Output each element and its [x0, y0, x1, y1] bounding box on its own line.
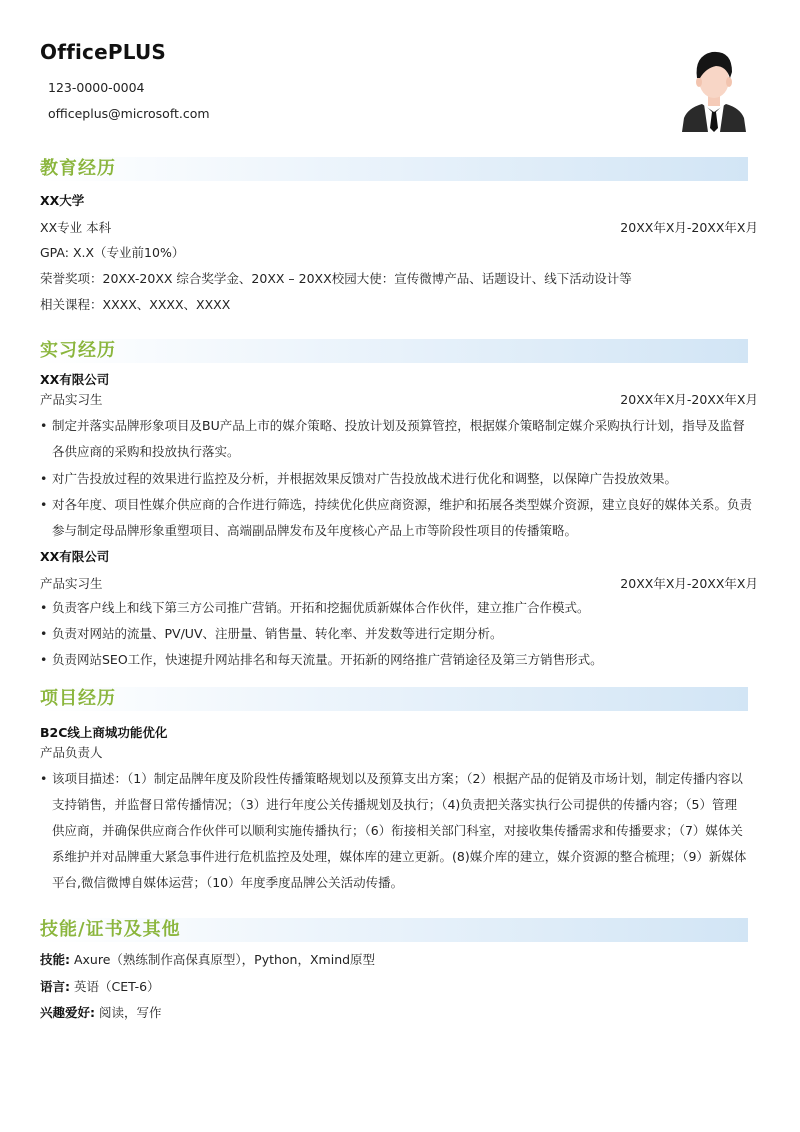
phone-number: 123-0000-0004 — [48, 80, 145, 95]
skill-value: Axure（熟练制作高保真原型），Python，Xmind原型 — [70, 952, 376, 967]
list-item-continuation: 各供应商的采购和投放执行落实。 — [52, 444, 240, 459]
list-item: • 负责对网站的流量、PV/UV、注册量、销售量、转化率、并发数等进行定期分析。 — [40, 621, 758, 647]
list-item-continuation: 平台,微信微博自媒体运营；（10）年度季度品牌公关活动传播。 — [52, 875, 404, 890]
honors: 荣誉奖项：20XX-20XX 综合奖学金、20XX – 20XX校园大使：宣传微博产品、话题设计、线下活动设计等 — [40, 271, 632, 286]
list-item: • 对各年度、项目性媒介供应商的合作进行筛选，持续优化供应商资源，维护和拓展各类型媒介资源，建立良好的媒体关系。负责 — [40, 492, 758, 518]
project-title: 项目经历 — [40, 688, 116, 709]
section-band — [40, 157, 748, 181]
list-item-continuation: 系维护并对品牌重大紧急事件进行危机监控及处理，媒体库的建立更新。(8)媒介库的建立，媒介资源的整合梳理；（9）新媒体 — [52, 849, 747, 864]
education-date: 20XX年X月-20XX年X月 — [620, 220, 758, 235]
list-item: • 对广告投放过程的效果进行监控及分析，并根据效果反馈对广告投放战术进行优化和调整，以保障广告投放效果。 — [40, 466, 758, 492]
education-title: 教育经历 — [40, 158, 116, 179]
section-band — [40, 687, 748, 711]
courses: 相关课程：XXXX、XXXX、XXXX — [40, 297, 231, 312]
project-section-header — [40, 687, 748, 711]
section-band — [40, 339, 748, 363]
education-major-row — [40, 219, 758, 237]
gpa: GPA: X.X（专业前10%） — [40, 245, 185, 260]
internship-title: 实习经历 — [40, 340, 116, 361]
candidate-name: OfficePLUS — [40, 40, 167, 64]
company-name: XX有限公司 — [40, 549, 110, 564]
internship-section-header — [40, 339, 748, 363]
hobby-row — [40, 1004, 758, 1022]
list-item: • 负责网站SEO工作，快速提升网站排名和每天流量。开拓新的网络推广营销途径及第三方销售形式。 — [40, 647, 758, 673]
hobby-label: 兴趣爱好: — [40, 1005, 95, 1020]
language-value: 英语（CET-6） — [70, 979, 160, 994]
list-item: • 制定并落实品牌形象项目及BU产品上市的媒介策略、投放计划及预算管控，根据媒介策略制定媒介采购执行计划，指导及监督 — [40, 413, 758, 439]
job-role-row — [40, 575, 758, 593]
email-address: officeplus@microsoft.com — [48, 106, 210, 121]
person-avatar-icon — [680, 42, 748, 132]
skill-label: 技能: — [40, 952, 70, 967]
job-date: 20XX年X月-20XX年X月 — [620, 392, 758, 407]
job-role: 产品实习生 — [40, 576, 103, 591]
list-item-continuation: 参与制定母品牌形象重塑项目、高端副品牌发布及年度核心产品上市等阶段性项目的传播策略。 — [52, 523, 578, 538]
major: XX专业 本科 — [40, 220, 112, 235]
skill-row — [40, 951, 758, 969]
job-role-row — [40, 391, 758, 409]
school-name: XX大学 — [40, 193, 85, 208]
list-item: • 负责客户线上和线下第三方公司推广营销。开拓和挖掘优质新媒体合作伙伴，建立推广合作模式。 — [40, 595, 758, 621]
hobby-value: 阅读，写作 — [95, 1005, 162, 1020]
list-item-continuation: 供应商，并确保供应商合作伙伴可以顺利实施传播执行；（6）衔接相关部门科室，对接收集传播需求和传播要求；（7）媒体关 — [52, 823, 743, 838]
company-name: XX有限公司 — [40, 372, 110, 387]
language-row — [40, 978, 758, 996]
skills-section-header — [40, 918, 748, 942]
project-role: 产品负责人 — [40, 745, 103, 760]
language-label: 语言: — [40, 979, 70, 994]
skills-title: 技能/证书及其他 — [40, 919, 181, 940]
project-name: B2C线上商城功能优化 — [40, 725, 168, 740]
job-role: 产品实习生 — [40, 392, 103, 407]
job-date: 20XX年X月-20XX年X月 — [620, 576, 758, 591]
education-section-header — [40, 157, 748, 181]
list-item-continuation: 支持销售，并监督日常传播情况；（3）进行年度公关传播规划及执行；（4)负责把关落实执行公司提供的传播内容；（5）管理 — [52, 797, 737, 812]
list-item: • 该项目描述：（1）制定品牌年度及阶段性传播策略规划以及预算支出方案；（2）根据产品的促销及市场计划，制定传播内容以 — [40, 766, 758, 792]
